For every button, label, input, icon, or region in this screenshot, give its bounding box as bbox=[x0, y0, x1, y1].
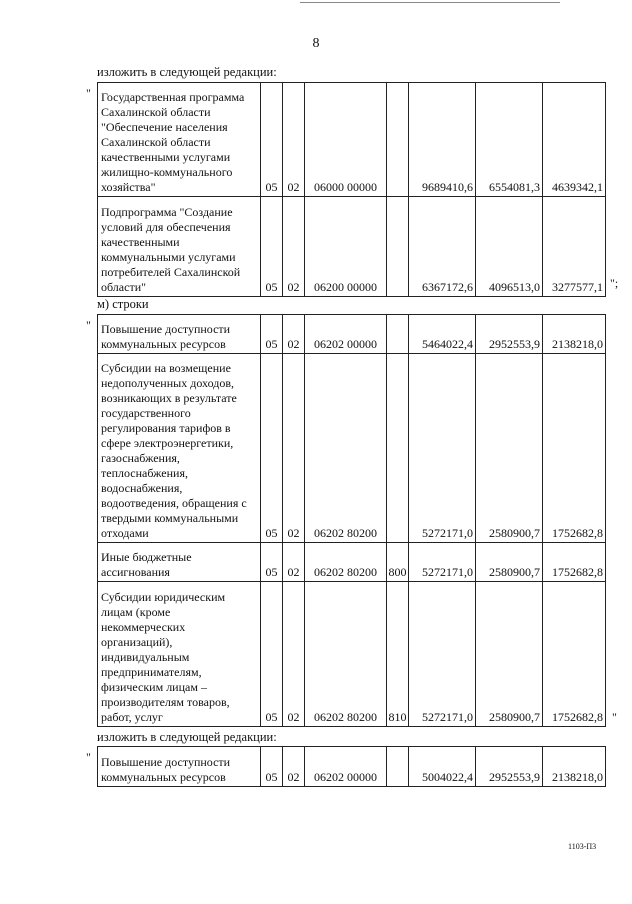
budget-table-1 bbox=[97, 82, 606, 297]
row-value-2: 2952553,9 bbox=[476, 315, 543, 354]
close-quote-1: "; bbox=[610, 276, 619, 290]
row-section: 05 bbox=[261, 83, 283, 197]
page-number: 8 bbox=[312, 36, 320, 51]
row-name: Иные бюджетные ассигнования bbox=[98, 543, 261, 582]
budget-table-3 bbox=[97, 746, 606, 787]
row-target-code: 06200 00000 bbox=[305, 197, 387, 297]
table-row bbox=[98, 197, 606, 297]
row-subsection: 02 bbox=[283, 747, 305, 787]
footer-code: 1103-П3 bbox=[568, 842, 597, 851]
row-value-2: 6554081,3 bbox=[476, 83, 543, 197]
row-name: Повышение доступности коммунальных ресурсов bbox=[98, 747, 261, 787]
row-value-3: 1752682,8 bbox=[543, 354, 606, 543]
budget-table-2 bbox=[97, 314, 606, 727]
open-quote-2: " bbox=[86, 318, 91, 332]
row-expense-type bbox=[387, 315, 409, 354]
row-subsection: 02 bbox=[283, 543, 305, 582]
row-name: Субсидии на возмещение недополученных доходов, возникающих в результате государственного регулирования тарифов в сфере электроэнергетики, газоснабжения, теплоснабжения, водоснабжения, водоотведения, обращения с твердыми коммунальными отходами bbox=[98, 354, 261, 543]
row-value-3: 4639342,1 bbox=[543, 83, 606, 197]
row-section: 05 bbox=[261, 747, 283, 787]
heading-edit-1: изложить в следующей редакции: bbox=[97, 65, 277, 79]
row-subsection: 02 bbox=[283, 197, 305, 297]
row-value-1: 5272171,0 bbox=[409, 354, 476, 543]
row-value-1: 5464022,4 bbox=[409, 315, 476, 354]
row-expense-type bbox=[387, 354, 409, 543]
row-value-1: 5272171,0 bbox=[409, 543, 476, 582]
open-quote-3: " bbox=[86, 750, 91, 764]
row-value-1: 6367172,6 bbox=[409, 197, 476, 297]
row-target-code: 06202 00000 bbox=[305, 747, 387, 787]
row-target-code: 06000 00000 bbox=[305, 83, 387, 197]
row-target-code: 06202 80200 bbox=[305, 543, 387, 582]
table-row bbox=[98, 543, 606, 582]
row-target-code: 06202 80200 bbox=[305, 582, 387, 727]
row-section: 05 bbox=[261, 582, 283, 727]
row-subsection: 02 bbox=[283, 354, 305, 543]
row-section: 05 bbox=[261, 543, 283, 582]
top-scan-line bbox=[300, 2, 560, 3]
row-value-3: 2138218,0 bbox=[543, 315, 606, 354]
heading-edit-2: изложить в следующей редакции: bbox=[97, 730, 277, 744]
row-expense-type: 810 bbox=[387, 582, 409, 727]
table-row bbox=[98, 582, 606, 727]
row-section: 05 bbox=[261, 354, 283, 543]
row-value-1: 5272171,0 bbox=[409, 582, 476, 727]
row-value-2: 2952553,9 bbox=[476, 747, 543, 787]
row-value-2: 2580900,7 bbox=[476, 582, 543, 727]
row-section: 05 bbox=[261, 197, 283, 297]
row-name: Субсидии юридическим лицам (кроме некоммерческих организаций), индивидуальным предпринимателям, физическим лицам – производителям товаров, работ, услуг bbox=[98, 582, 261, 727]
open-quote-1: " bbox=[86, 86, 91, 100]
table-row bbox=[98, 747, 606, 787]
row-subsection: 02 bbox=[283, 83, 305, 197]
row-expense-type bbox=[387, 197, 409, 297]
row-name: Государственная программа Сахалинской области "Обеспечение населения Сахалинской области качественными услугами жилищно-коммунального хозяйства" bbox=[98, 83, 261, 197]
row-value-2: 4096513,0 bbox=[476, 197, 543, 297]
row-name: Повышение доступности коммунальных ресурсов bbox=[98, 315, 261, 354]
row-expense-type: 800 bbox=[387, 543, 409, 582]
row-expense-type bbox=[387, 747, 409, 787]
row-expense-type bbox=[387, 83, 409, 197]
heading-rows-m: м) строки bbox=[97, 297, 149, 311]
row-value-3: 3277577,1 bbox=[543, 197, 606, 297]
table-row bbox=[98, 315, 606, 354]
row-subsection: 02 bbox=[283, 582, 305, 727]
row-target-code: 06202 00000 bbox=[305, 315, 387, 354]
row-value-2: 2580900,7 bbox=[476, 543, 543, 582]
row-section: 05 bbox=[261, 315, 283, 354]
row-name: Подпрограмма "Создание условий для обеспечения качественными коммунальными услугами потребителей Сахалинской области" bbox=[98, 197, 261, 297]
row-target-code: 06202 80200 bbox=[305, 354, 387, 543]
close-quote-2: " bbox=[612, 710, 617, 724]
row-value-1: 9689410,6 bbox=[409, 83, 476, 197]
row-value-3: 1752682,8 bbox=[543, 582, 606, 727]
row-subsection: 02 bbox=[283, 315, 305, 354]
table-row bbox=[98, 354, 606, 543]
row-value-2: 2580900,7 bbox=[476, 354, 543, 543]
row-value-3: 2138218,0 bbox=[543, 747, 606, 787]
row-value-3: 1752682,8 bbox=[543, 543, 606, 582]
table-row bbox=[98, 83, 606, 197]
row-value-1: 5004022,4 bbox=[409, 747, 476, 787]
